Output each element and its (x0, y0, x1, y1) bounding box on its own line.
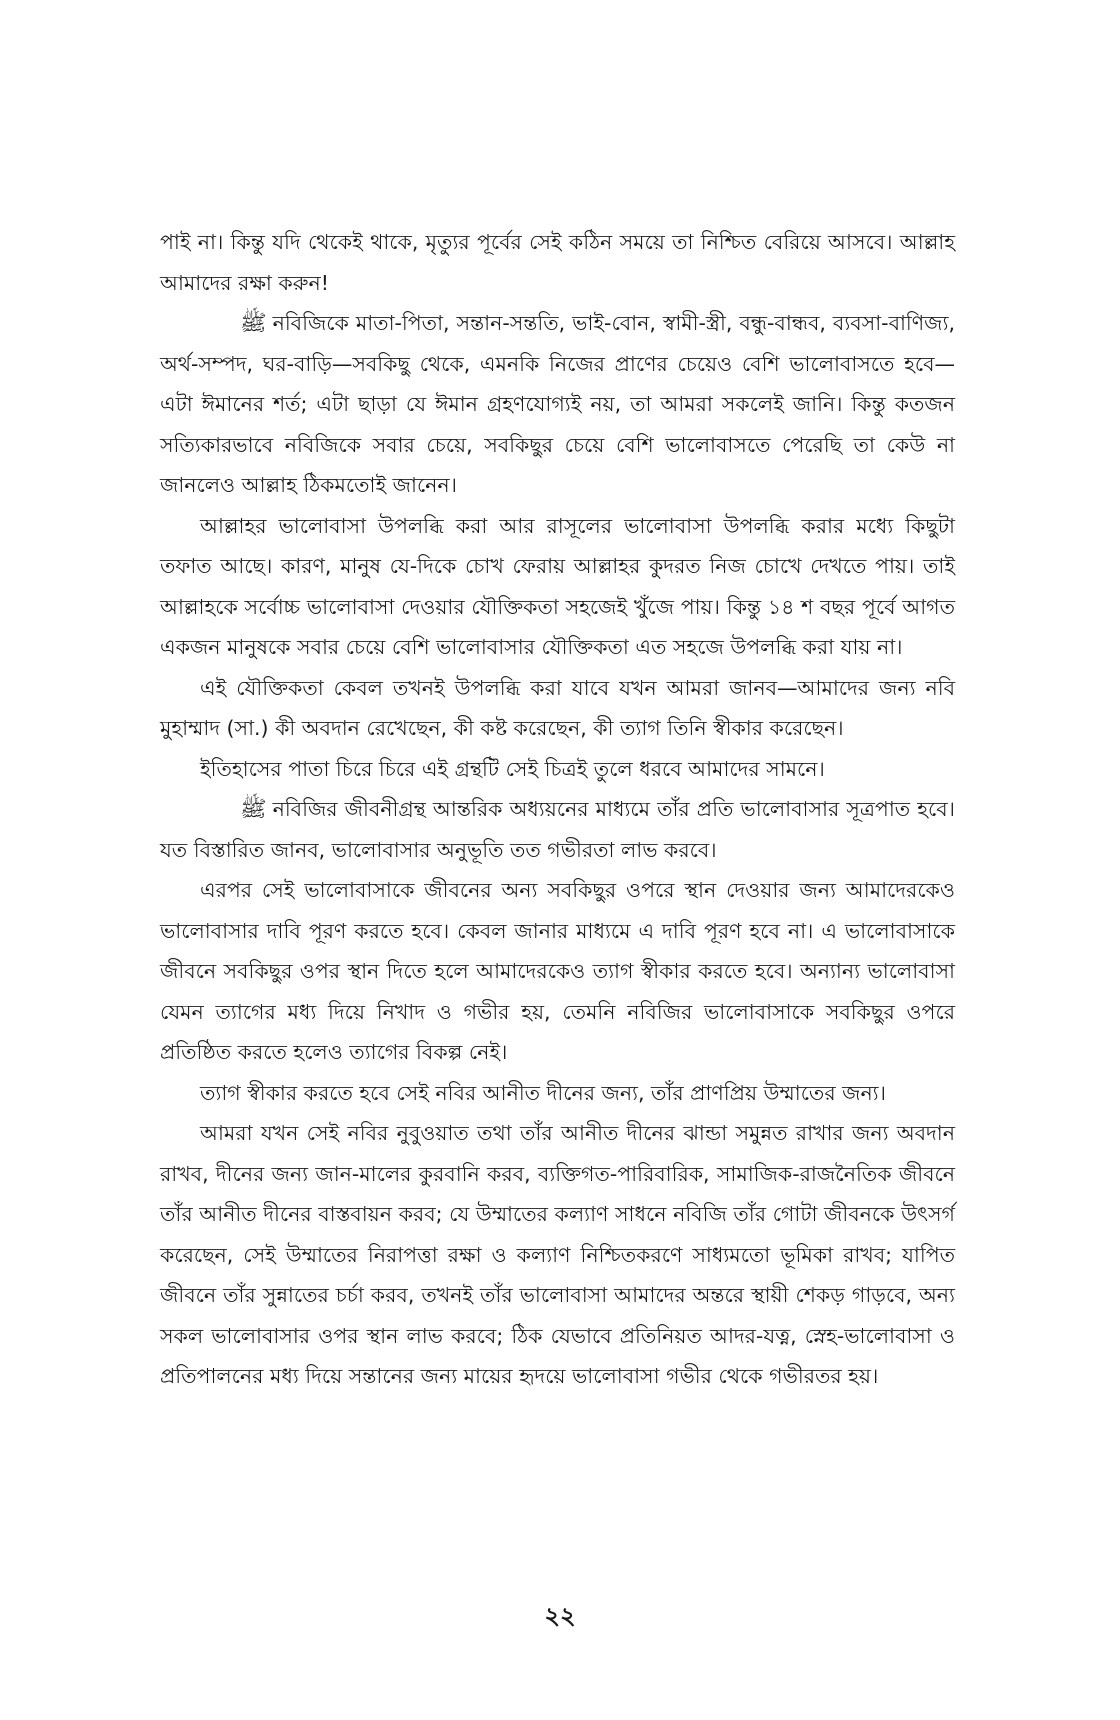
paragraph (160, 303, 955, 506)
paragraph (160, 749, 955, 790)
page-body (160, 222, 955, 1397)
paragraph (160, 1073, 955, 1114)
paragraph-text: ইতিহাসের পাতা চিরে চিরে এই গ্রন্থটি সেই চিত্রই তুলে ধরবে আমাদের সামনে। (200, 756, 825, 781)
paragraph-text: আমরা যখন সেই নবির নুবুওয়াত তথা তাঁর আনীত দীনের ঝান্ডা সমুন্নত রাখার জন্য অবদান রাখব, দীনের জন্য জান-মালের কুরবানি করব, ব্যক্তিগত-পারিবারিক, সামাজিক-রাজনৈতিক জীবনে তাঁর আনীত দীনের বাস্তবায়ন করব; যে উম্মাতের কল্যাণ সাধনে নবিজি তাঁর গোটা জীবনকে উৎসর্গ করেছেন, সেই উম্মাতের নিরাপত্তা রক্ষা ও কল্যাণ নিশ্চিতকরণে সাধ্যমতো ভূমিকা রাখব; যাপিত জীবনে তাঁর সুন্নাতের চর্চা করব, তখনই তাঁর ভালোবাসা আমাদের অন্তরে স্থায়ী শেকড় গাড়বে, অন্য সকল ভালোবাসার ওপর স্থান লাভ করবে; ঠিক যেভাবে প্রতিনিয়ত আদর-যত্ন, স্নেহ-ভালোবাসা ও প্রতিপালনের মধ্য দিয়ে সন্তানের জন্য মায়ের হৃদয়ে ভালোবাসা গভীর থেকে গভীরতর হয়। (160, 1121, 955, 1388)
paragraph (160, 222, 955, 303)
paragraph-text: নবিজির জীবনীগ্রন্থ আন্তরিক অধ্যয়নের মাধ্যমে তাঁর প্রতি ভালোবাসার সূত্রপাত হবে। যত বিস্তারিত জানব, ভালোবাসার অনুভূতি তত গভীরতা লাভ করবে। (160, 797, 955, 862)
salallahu-alayhi-wasallam-icon: ﷺ (240, 797, 267, 822)
paragraph-text: পাই না। কিন্তু যদি থেকেই থাকে, মৃত্যুর পূর্বের সেই কঠিন সময়ে তা নিশ্চিত বেরিয়ে আসবে। আল্লাহ আমাদের রক্ষা করুন! (160, 230, 955, 295)
paragraph-text: ত্যাগ স্বীকার করতে হবে সেই নবির আনীত দীনের জন্য, তাঁর প্রাণপ্রিয় উম্মাতের জন্য। (200, 1080, 886, 1105)
paragraph-text: এরপর সেই ভালোবাসাকে জীবনের অন্য সবকিছুর ওপরে স্থান দেওয়ার জন্য আমাদেরকেও ভালোবাসার দাবি পূরণ করতে হবে। কেবল জানার মাধ্যমে এ দাবি পূরণ হবে না। এ ভালোবাসাকে জীবনে সবকিছুর ওপর স্থান দিতে হলে আমাদেরকেও ত্যাগ স্বীকার করতে হবে। অন্যান্য ভালোবাসা যেমন ত্যাগের মধ্য দিয়ে নিখাদ ও গভীর হয়, তেমনি নবিজির ভালোবাসাকে সবকিছুর ওপরে প্রতিষ্ঠিত করতে হলেও ত্যাগের বিকল্প নেই। (160, 878, 955, 1064)
paragraph (160, 506, 955, 668)
paragraph (160, 870, 955, 1073)
paragraph (160, 668, 955, 749)
paragraph-text: নবিজিকে মাতা-পিতা, সন্তান-সন্ততি, ভাই-বোন, স্বামী-স্ত্রী, বন্ধু-বান্ধব, ব্যবসা-বাণিজ্য, অর্থ-সম্পদ, ঘর-বাড়ি—সবকিছু থেকে, এমনকি নিজের প্রাণের চেয়েও বেশি ভালোবাসতে হবে—এটা ঈমানের শর্ত; এটা ছাড়া যে ঈমান গ্রহণযোগ্যই নয়, তা আমরা সকলেই জানি। কিন্তু কতজন সত্যিকারভাবে নবিজিকে সবার চেয়ে, সবকিছুর চেয়ে বেশি ভালোবাসতে পেরেছি তা কেউ না জানলেও আল্লাহ ঠিকমতোই জানেন। (160, 311, 955, 497)
paragraph-text: আল্লাহর ভালোবাসা উপলব্ধি করা আর রাসূলের ভালোবাসা উপলব্ধি করার মধ্যে কিছুটা তফাত আছে। কারণ, মানুষ যে-দিকে চোখ ফেরায় আল্লাহর কুদরত নিজ চোখে দেখতে পায়। তাই আল্লাহকে সর্বোচ্চ ভালোবাসা দেওয়ার যৌক্তিকতা সহজেই খুঁজে পায়। কিন্তু ১৪ শ বছর পূর্বে আগত একজন মানুষকে সবার চেয়ে বেশি ভালোবাসার যৌক্তিকতা এত সহজে উপলব্ধি করা যায় না। (160, 513, 955, 659)
paragraph (160, 789, 955, 870)
salallahu-alayhi-wasallam-icon: ﷺ (240, 311, 267, 336)
paragraph (160, 1113, 955, 1397)
paragraph-text: এই যৌক্তিকতা কেবল তখনই উপলব্ধি করা যাবে যখন আমরা জানব—আমাদের জন্য নবি মুহাম্মাদ (সা.) কী অবদান রেখেছেন, কী কষ্ট করেছেন, কী ত্যাগ তিনি স্বীকার করেছেন। (160, 675, 955, 740)
page-number: ২২ (544, 1602, 576, 1630)
